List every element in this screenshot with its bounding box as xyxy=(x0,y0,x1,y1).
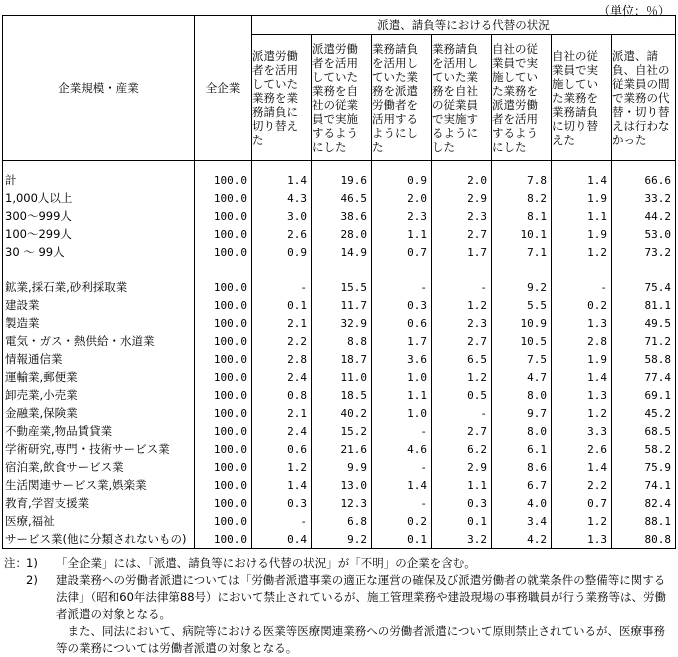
table-row xyxy=(3,530,676,549)
table-row xyxy=(3,171,676,189)
table-cell: 1.3 xyxy=(552,386,612,404)
table-row xyxy=(3,404,676,422)
table-cell: 75.9 xyxy=(612,458,676,476)
table-cell: 0.2 xyxy=(372,512,432,530)
table-cell: 2.2 xyxy=(552,476,612,494)
table-cell: 0.6 xyxy=(372,314,432,332)
table-cell: 58.2 xyxy=(612,440,676,458)
table-cell: 46.5 xyxy=(312,189,372,207)
table-row xyxy=(3,314,676,332)
table-row xyxy=(3,368,676,386)
table-cell: 2.2 xyxy=(252,332,312,350)
header-col-2: 派遣労働者を活用していた業務を自社の従業員で実施するようにした xyxy=(312,35,372,161)
table-cell: 6.8 xyxy=(312,512,372,530)
table-cell: - xyxy=(372,278,432,296)
table-cell: 0.1 xyxy=(372,530,432,549)
header-size-industry: 企業規模・産業 xyxy=(3,16,195,161)
table-cell: 10.5 xyxy=(492,332,552,350)
row-label: 宿泊業,飲食サービス業 xyxy=(3,458,195,476)
table-cell: 13.0 xyxy=(312,476,372,494)
table-cell: 1.4 xyxy=(372,476,432,494)
table-cell: 2.7 xyxy=(432,225,492,243)
table-row xyxy=(3,386,676,404)
row-label: 不動産業,物品賃貸業 xyxy=(3,422,195,440)
table-cell: 15.5 xyxy=(312,278,372,296)
table-cell: 71.2 xyxy=(612,332,676,350)
table-row xyxy=(3,225,676,243)
table-cell: 1.4 xyxy=(252,171,312,189)
table-cell: 69.1 xyxy=(612,386,676,404)
table-cell: 75.4 xyxy=(612,278,676,296)
table-cell: 2.4 xyxy=(252,368,312,386)
table-cell: 38.6 xyxy=(312,207,372,225)
row-label: 医療,福祉 xyxy=(3,512,195,530)
table-cell: - xyxy=(252,512,312,530)
table-cell: 100.0 xyxy=(195,512,252,530)
table-cell: 0.8 xyxy=(252,386,312,404)
table-cell: 1.4 xyxy=(252,476,312,494)
header-col-1: 派遣労働者を活用していた業務を業務請負に切り替えた xyxy=(252,35,312,161)
header-col-4: 業務請負を活用していた業務を自社の従業員で実施するようにした xyxy=(432,35,492,161)
row-label: 建設業 xyxy=(3,296,195,314)
table-cell: 0.5 xyxy=(432,386,492,404)
table-cell: 0.7 xyxy=(552,494,612,512)
row-label: 鉱業,採石業,砂利採取業 xyxy=(3,278,195,296)
row-label: 卸売業,小売業 xyxy=(3,386,195,404)
footnote-3 xyxy=(4,623,674,657)
table-cell: 6.1 xyxy=(492,440,552,458)
row-label: 300～999人 xyxy=(3,207,195,225)
table-cell: 0.9 xyxy=(252,243,312,261)
table-cell: 80.8 xyxy=(612,530,676,549)
row-label: 教育,学習支援業 xyxy=(3,494,195,512)
table-cell: 9.2 xyxy=(492,278,552,296)
survey-table xyxy=(2,15,676,549)
table-row xyxy=(3,440,676,458)
table-cell: - xyxy=(372,422,432,440)
table-cell: 3.2 xyxy=(432,530,492,549)
table-cell: 1.2 xyxy=(252,458,312,476)
table-cell: 10.9 xyxy=(492,314,552,332)
table-row xyxy=(3,278,676,296)
row-label: 計 xyxy=(3,171,195,189)
table-cell: - xyxy=(372,458,432,476)
table-cell: 15.2 xyxy=(312,422,372,440)
table-cell: 0.6 xyxy=(252,440,312,458)
table-cell: 3.0 xyxy=(252,207,312,225)
table-cell: - xyxy=(432,404,492,422)
table-cell: 1.9 xyxy=(552,225,612,243)
table-cell: 40.2 xyxy=(312,404,372,422)
table-cell: 100.0 xyxy=(195,332,252,350)
table-row xyxy=(3,189,676,207)
footnote-2 xyxy=(4,572,674,623)
table-cell: - xyxy=(552,278,612,296)
header-col-6: 自社の従業員で実施していた業務を業務請負に切り替えた xyxy=(552,35,612,161)
table-cell: 2.9 xyxy=(432,189,492,207)
table-cell: 0.1 xyxy=(432,512,492,530)
table-cell: 7.5 xyxy=(492,350,552,368)
table-cell: 100.0 xyxy=(195,386,252,404)
table-cell: 44.2 xyxy=(612,207,676,225)
table-cell: 1.2 xyxy=(432,368,492,386)
header-col-5: 自社の従業員で実施していた業務を派遣労働者を活用するようにした xyxy=(492,35,552,161)
footnote-1 xyxy=(4,555,674,572)
table-cell: 32.9 xyxy=(312,314,372,332)
table-cell: 18.7 xyxy=(312,350,372,368)
table-cell: 100.0 xyxy=(195,494,252,512)
table-cell: 1.3 xyxy=(552,530,612,549)
table-cell: 33.2 xyxy=(612,189,676,207)
table-cell: 2.3 xyxy=(432,314,492,332)
row-label: 学術研究,専門・技術サービス業 xyxy=(3,440,195,458)
table-cell: 2.0 xyxy=(432,171,492,189)
table-cell: 1.4 xyxy=(552,458,612,476)
table-cell: 100.0 xyxy=(195,171,252,189)
table-cell: 2.6 xyxy=(252,225,312,243)
table-cell: 8.8 xyxy=(312,332,372,350)
table-cell: 10.1 xyxy=(492,225,552,243)
table-cell: 1.2 xyxy=(552,404,612,422)
table-cell: 100.0 xyxy=(195,458,252,476)
table-cell: 8.6 xyxy=(492,458,552,476)
table-cell: 1.1 xyxy=(372,225,432,243)
table-cell: 0.3 xyxy=(432,494,492,512)
table-cell: 0.3 xyxy=(252,494,312,512)
table-cell: 73.2 xyxy=(612,243,676,261)
row-label: 運輸業,郵便業 xyxy=(3,368,195,386)
table-cell: 6.5 xyxy=(432,350,492,368)
table-cell: 100.0 xyxy=(195,225,252,243)
table-cell: 49.5 xyxy=(612,314,676,332)
header-col-3: 業務請負を活用していた業務を派遣労働者を活用するようにした xyxy=(372,35,432,161)
table-cell: 8.2 xyxy=(492,189,552,207)
table-cell: 4.0 xyxy=(492,494,552,512)
table-cell: 4.2 xyxy=(492,530,552,549)
table-cell: 1.1 xyxy=(432,476,492,494)
header-group-substitution: 派遣、請負等における代替の状況 xyxy=(252,16,676,35)
table-cell: 100.0 xyxy=(195,530,252,549)
table-cell: 2.8 xyxy=(252,350,312,368)
row-label: 1,000人以上 xyxy=(3,189,195,207)
table-cell: 1.1 xyxy=(372,386,432,404)
table-cell: 18.5 xyxy=(312,386,372,404)
table-cell: 8.1 xyxy=(492,207,552,225)
table-cell: 1.2 xyxy=(552,512,612,530)
table-cell: 74.1 xyxy=(612,476,676,494)
table-cell: 100.0 xyxy=(195,243,252,261)
row-label: 情報通信業 xyxy=(3,350,195,368)
footnote-prefix: 注： xyxy=(4,556,27,570)
table-cell: 82.4 xyxy=(612,494,676,512)
row-label: 30 ～ 99人 xyxy=(3,243,195,261)
table-cell: 7.1 xyxy=(492,243,552,261)
table-row xyxy=(3,512,676,530)
table-row xyxy=(3,243,676,261)
footnotes xyxy=(4,555,674,657)
row-label: 製造業 xyxy=(3,314,195,332)
table-cell: 1.9 xyxy=(552,189,612,207)
table-cell: 0.9 xyxy=(372,171,432,189)
table-row xyxy=(3,207,676,225)
table-cell: 28.0 xyxy=(312,225,372,243)
table-cell: 100.0 xyxy=(195,278,252,296)
table-row xyxy=(3,494,676,512)
table-cell: 45.2 xyxy=(612,404,676,422)
footnote-text: 「全企業」には、「派遣、請負等における代替の状況」が「不明」の企業を含む。 xyxy=(56,556,476,570)
table-cell: 2.7 xyxy=(432,332,492,350)
table-cell: 3.4 xyxy=(492,512,552,530)
table-cell: 14.9 xyxy=(312,243,372,261)
table-cell: 100.0 xyxy=(195,422,252,440)
table-cell: 100.0 xyxy=(195,189,252,207)
table-cell: 100.0 xyxy=(195,404,252,422)
table-cell: 2.1 xyxy=(252,314,312,332)
table-cell: 1.7 xyxy=(372,332,432,350)
table-cell: 2.3 xyxy=(372,207,432,225)
table-cell: 88.1 xyxy=(612,512,676,530)
table-cell: 100.0 xyxy=(195,368,252,386)
table-cell: 5.5 xyxy=(492,296,552,314)
table-cell: 1.3 xyxy=(552,314,612,332)
table-cell: 100.0 xyxy=(195,350,252,368)
table-cell: 66.6 xyxy=(612,171,676,189)
table-cell: 100.0 xyxy=(195,314,252,332)
header-col-7: 派遣、請負、自社の従業員の間で業務の代替・切り替えは行わなかった xyxy=(612,35,676,161)
table-cell: 1.9 xyxy=(552,350,612,368)
table-body xyxy=(3,161,676,549)
table-cell: 21.6 xyxy=(312,440,372,458)
table-cell: 9.2 xyxy=(312,530,372,549)
table-cell: 1.0 xyxy=(372,368,432,386)
table-cell: 19.6 xyxy=(312,171,372,189)
table-cell: 0.1 xyxy=(252,296,312,314)
table-cell: 2.4 xyxy=(252,422,312,440)
table-cell: 2.9 xyxy=(432,458,492,476)
table-cell: 12.3 xyxy=(312,494,372,512)
row-label: 金融業,保険業 xyxy=(3,404,195,422)
table-cell: 8.0 xyxy=(492,386,552,404)
table-cell: 2.7 xyxy=(432,422,492,440)
table-cell: 4.7 xyxy=(492,368,552,386)
table-cell: 53.0 xyxy=(612,225,676,243)
table-cell: 4.6 xyxy=(372,440,432,458)
footnote-number: 1) xyxy=(26,556,38,570)
table-cell: 11.0 xyxy=(312,368,372,386)
table-cell: 2.3 xyxy=(432,207,492,225)
table-row xyxy=(3,296,676,314)
table-cell: 2.0 xyxy=(372,189,432,207)
footnote-text: 建設業務への労働者派遣については「労働者派遣事業の適正な運営の確保及び派遣労働者の就業条件の整備等に関する法律」（昭和60年法律第88号）において禁止されているが、施工管理業務や建設現場の事務職員が行う業務等は、労働者派遣の対象となる。 xyxy=(56,573,667,621)
table-cell: 6.2 xyxy=(432,440,492,458)
table-cell: 2.8 xyxy=(552,332,612,350)
table-cell: 1.2 xyxy=(552,243,612,261)
header-all-companies: 全企業 xyxy=(195,16,252,161)
table-cell: - xyxy=(432,278,492,296)
row-label: 電気・ガス・熱供給・水道業 xyxy=(3,332,195,350)
table-cell: 68.5 xyxy=(612,422,676,440)
table-cell: 0.2 xyxy=(552,296,612,314)
table-cell: 81.1 xyxy=(612,296,676,314)
table-cell: 0.4 xyxy=(252,530,312,549)
table-cell: 9.9 xyxy=(312,458,372,476)
table-cell: 3.6 xyxy=(372,350,432,368)
table-cell: 1.4 xyxy=(552,171,612,189)
row-label: 100～299人 xyxy=(3,225,195,243)
table-cell: 3.3 xyxy=(552,422,612,440)
table-cell: 1.2 xyxy=(432,296,492,314)
table-row xyxy=(3,332,676,350)
table-cell: 100.0 xyxy=(195,296,252,314)
table-cell: 9.7 xyxy=(492,404,552,422)
table-cell: 7.8 xyxy=(492,171,552,189)
table-cell: 100.0 xyxy=(195,207,252,225)
row-label: サービス業(他に分類されないもの) xyxy=(3,530,195,549)
unit-label: （単位：％） xyxy=(597,4,670,18)
table-cell: 0.3 xyxy=(372,296,432,314)
table-cell: 11.7 xyxy=(312,296,372,314)
table-cell: 1.7 xyxy=(432,243,492,261)
table-row xyxy=(3,350,676,368)
footnote-text: また、同法において、病院等における医業等医療関連業務への労働者派遣について原則禁止されているが、医療事務等の業務については労働者派遣の対象となる。 xyxy=(56,624,666,655)
table-cell: 1.4 xyxy=(552,368,612,386)
table-cell: 8.0 xyxy=(492,422,552,440)
footnote-number: 2) xyxy=(26,573,38,587)
table-cell: 6.7 xyxy=(492,476,552,494)
table-cell: 0.7 xyxy=(372,243,432,261)
table-cell: 100.0 xyxy=(195,476,252,494)
table-row xyxy=(3,422,676,440)
table-row xyxy=(3,458,676,476)
table-cell: 77.4 xyxy=(612,368,676,386)
table-cell: 1.0 xyxy=(372,404,432,422)
table-cell: 4.3 xyxy=(252,189,312,207)
table-row xyxy=(3,476,676,494)
table-cell: - xyxy=(372,494,432,512)
table-cell: 1.1 xyxy=(552,207,612,225)
row-label: 生活関連サービス業,娯楽業 xyxy=(3,476,195,494)
table-cell: 2.1 xyxy=(252,404,312,422)
table-cell: 2.6 xyxy=(552,440,612,458)
table-cell: 100.0 xyxy=(195,440,252,458)
table-cell: - xyxy=(252,278,312,296)
table-cell: 58.8 xyxy=(612,350,676,368)
